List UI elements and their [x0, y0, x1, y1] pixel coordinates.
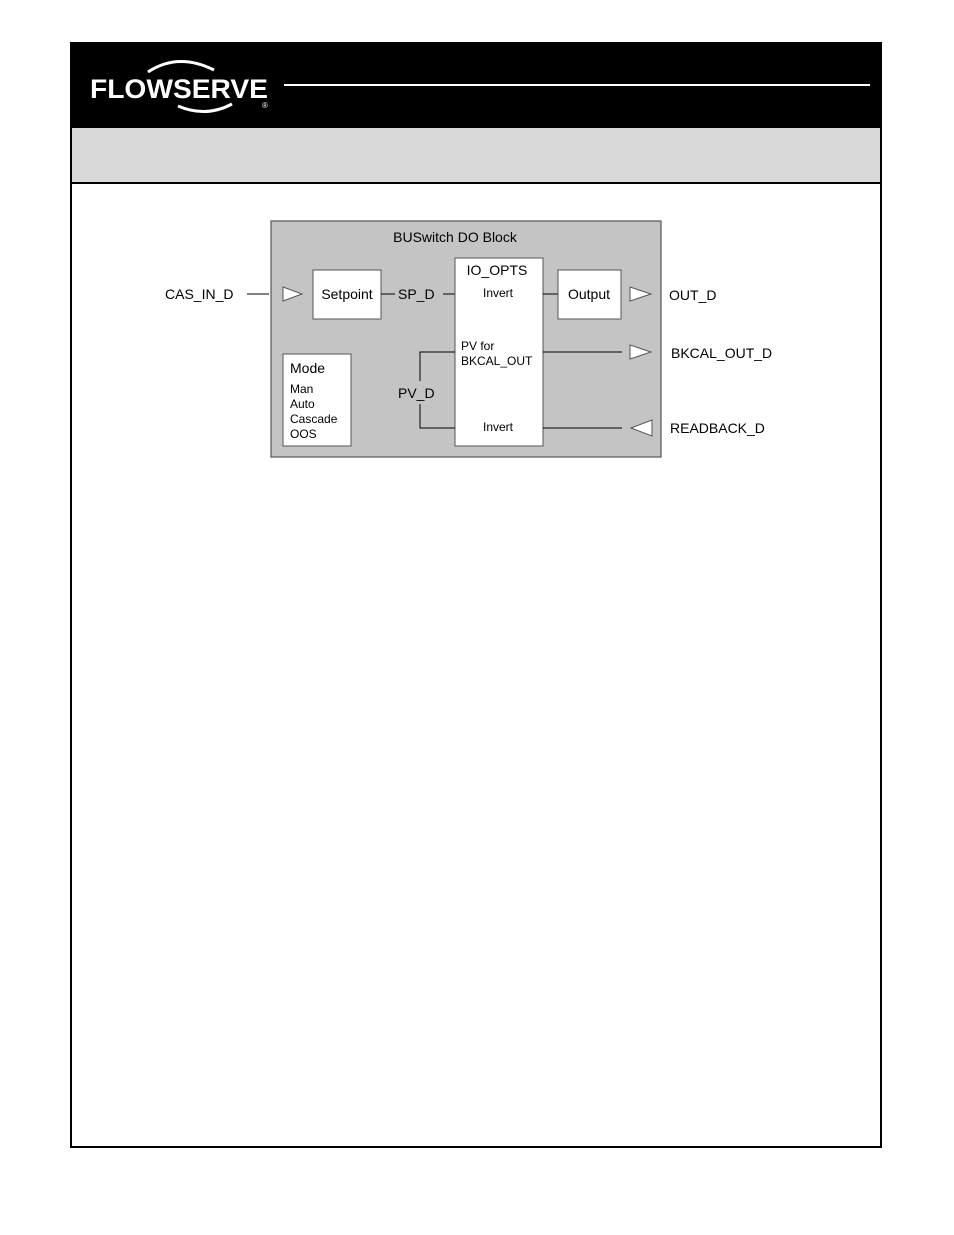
sp-d-label: SP_D	[398, 286, 435, 302]
block-title: BUSwitch DO Block	[393, 229, 517, 245]
output-label: Output	[567, 286, 611, 302]
mode-item-auto: Auto	[290, 397, 315, 411]
mode-item-cascade: Cascade	[290, 412, 338, 426]
bkcal-out-label: BKCAL_OUT_D	[671, 345, 773, 361]
mode-title: Mode	[290, 360, 326, 376]
pv-d-label: PV_D	[398, 385, 435, 401]
io-opts-title: IO_OPTS	[466, 262, 528, 278]
io-opts-bkcal-out: BKCAL_OUT	[461, 354, 533, 368]
mode-item-oos: OOS	[290, 427, 317, 441]
io-opts-invert-top: Invert	[482, 286, 514, 300]
cas-in-label: CAS_IN_D	[165, 286, 234, 302]
setpoint-label: Setpoint	[321, 286, 373, 302]
out-d-label: OUT_D	[669, 287, 717, 303]
mode-item-man: Man	[290, 382, 314, 396]
io-opts-invert-bottom: Invert	[482, 420, 514, 434]
logo-wordmark: FLOWSERVE	[90, 74, 268, 104]
io-opts-pv-for: PV for	[461, 339, 495, 353]
logo-registered-mark: ®	[262, 101, 268, 110]
readback-label: READBACK_D	[670, 420, 765, 436]
